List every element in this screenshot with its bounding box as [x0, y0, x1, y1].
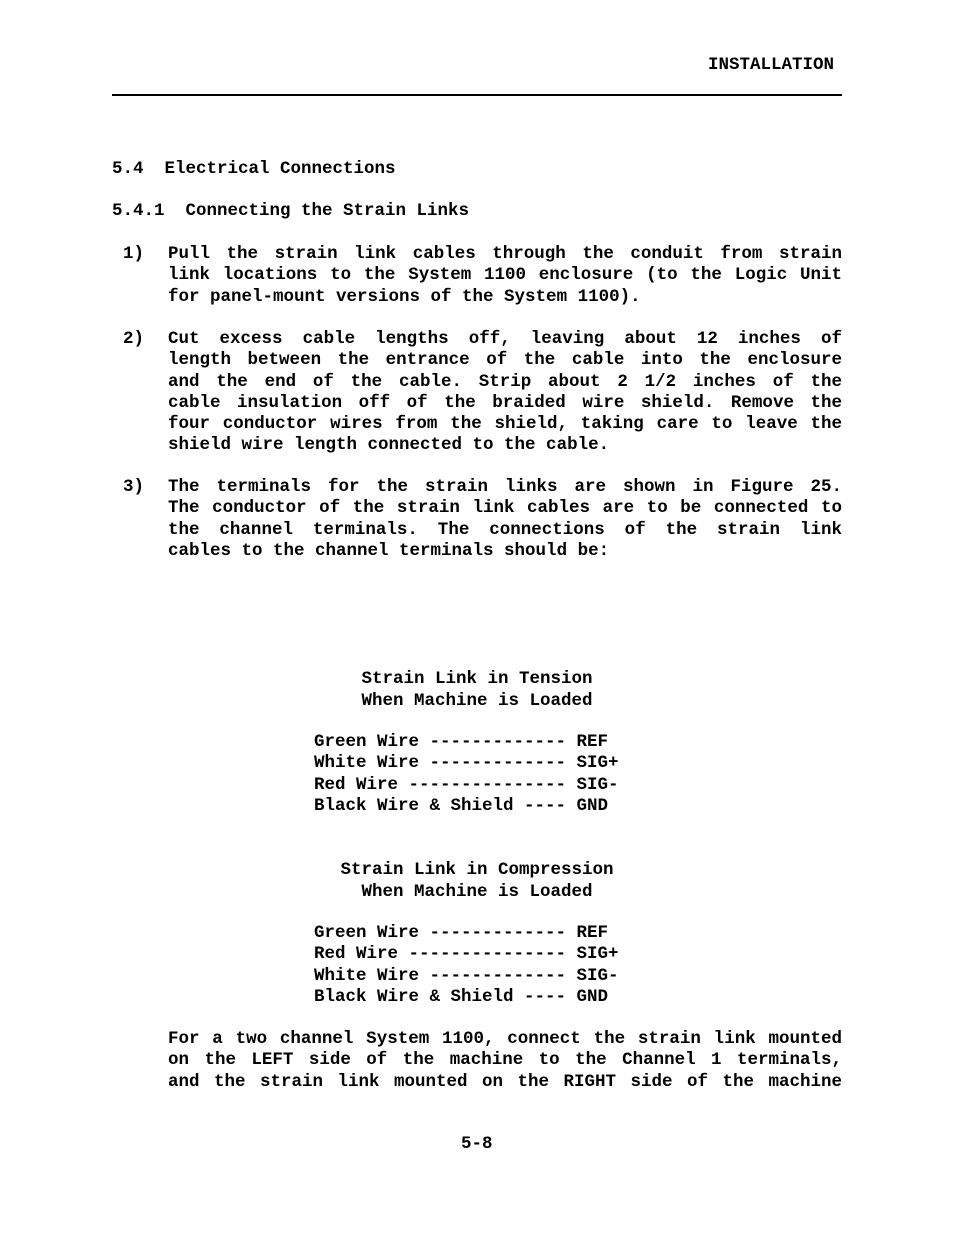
compression-title [0, 859, 954, 903]
text-line: Cut excess cable lengths off, leaving about 12 inches of [168, 329, 842, 349]
text-line: and the strain link mounted on the RIGHT side of the machine [168, 1071, 842, 1092]
text-line: length between the entrance of the cable into the enclosure [168, 350, 842, 371]
text-line: cables to the channel terminals should be: [168, 540, 610, 561]
tension-wiring-table [314, 732, 619, 817]
text-line: Pull the strain link cables through the conduit from strain [168, 244, 842, 264]
wire-row: Green Wire ------------- REF [314, 732, 609, 752]
page-header-title: INSTALLATION [708, 55, 835, 75]
wire-row: Black Wire & Shield ---- GND [314, 986, 609, 1007]
step-number: 2) [123, 329, 145, 349]
text-line: For a two channel System 1100, connect the strain link mounted [168, 1029, 842, 1049]
page-number: 5-8 [461, 1134, 493, 1154]
text-line: shield wire length connected to the cable. [168, 435, 610, 456]
text-line: The terminals for the strain links are shown in Figure 25. [168, 477, 842, 497]
text-line: for panel-mount versions of the System 1100). [168, 286, 641, 307]
subsection-heading: 5.4.1 Connecting the Strain Links [112, 201, 470, 221]
wire-row: White Wire ------------- SIG- [314, 965, 619, 986]
text-line: on the LEFT side of the machine to the Channel 1 terminals, [168, 1050, 842, 1071]
wire-row: Red Wire --------------- SIG- [314, 774, 619, 795]
closing-paragraph [168, 1029, 842, 1093]
text-line: four conductor wires from the shield, taking care to leave the [168, 414, 842, 435]
step-text [168, 477, 842, 562]
text-line: the channel terminals. The connections of the strain link [168, 519, 842, 540]
text-line: and the end of the cable. Strip about 2 1/2 inches of the [168, 371, 842, 392]
compression-title-line: When Machine is Loaded [361, 882, 593, 902]
header-divider [112, 94, 842, 96]
tension-title [0, 668, 954, 712]
text-line: cable insulation off of the braided wire shield. Remove the [168, 392, 842, 413]
wire-row: White Wire ------------- SIG+ [314, 753, 619, 774]
tension-title-line: Strain Link in Tension [361, 669, 593, 689]
step-text [168, 329, 842, 457]
section-heading: 5.4 Electrical Connections [112, 159, 396, 179]
compression-title-line: Strain Link in Compression [340, 860, 614, 880]
text-line: link locations to the System 1100 enclosure (to the Logic Unit [168, 265, 842, 286]
text-line: The conductor of the strain link cables are to be connected to [168, 498, 842, 519]
wire-row: Black Wire & Shield ---- GND [314, 795, 609, 816]
wire-row: Red Wire --------------- SIG+ [314, 944, 619, 965]
step-number: 1) [123, 244, 145, 264]
tension-title-line: When Machine is Loaded [361, 691, 593, 711]
step-number: 3) [123, 477, 145, 497]
step-text [168, 244, 842, 308]
compression-wiring-table [314, 923, 619, 1008]
wire-row: Green Wire ------------- REF [314, 923, 609, 943]
